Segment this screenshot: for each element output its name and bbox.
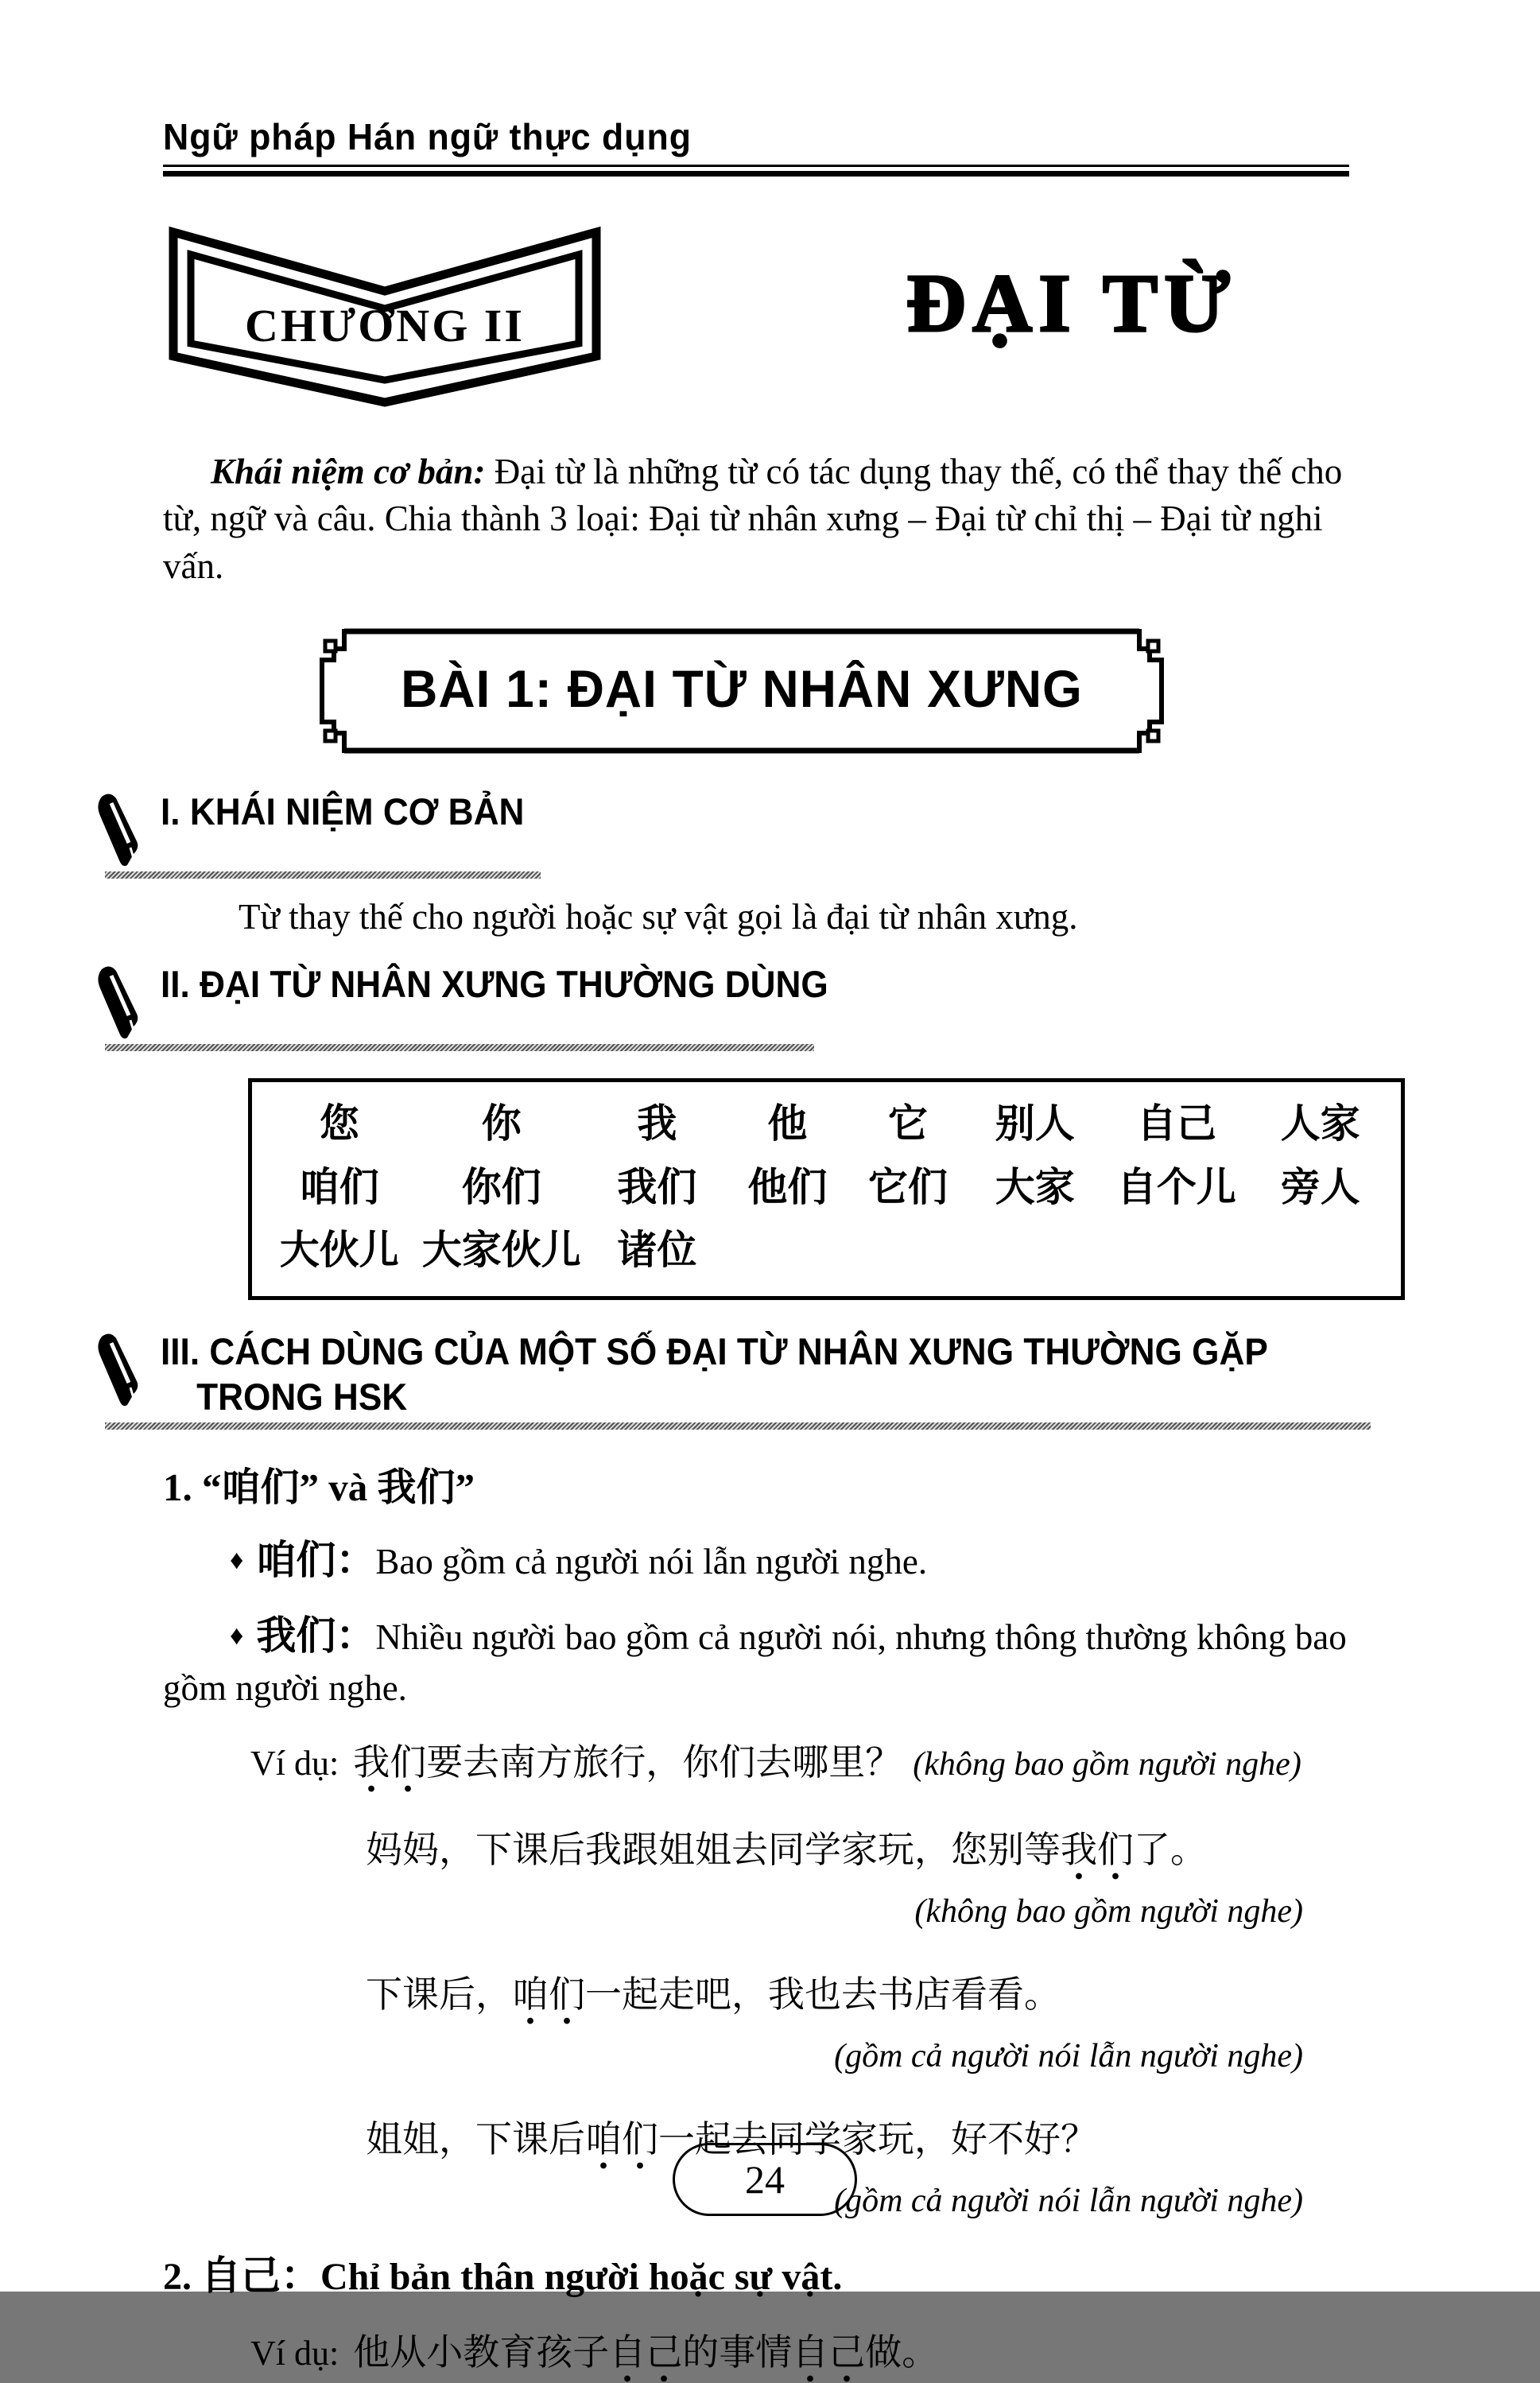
pronoun-cell: 他	[767, 1101, 808, 1147]
example-emphasized: 我们	[1061, 1830, 1134, 1880]
pronoun-cell: 人家	[1280, 1101, 1360, 1147]
section-1-heading: I. KHÁI NIỆM CƠ BẢN	[161, 790, 525, 833]
pronoun-cell: 我	[637, 1101, 677, 1147]
section-2-heading: II. ĐẠI TỪ NHÂN XƯNG THƯỜNG DÙNG	[161, 963, 828, 1006]
item-2-term: 自己	[201, 2253, 281, 2299]
pen-icon	[94, 1332, 145, 1408]
section-3-heading-row	[94, 1329, 1540, 1420]
chapter-row	[167, 223, 1540, 407]
intro-paragraph	[163, 448, 1385, 590]
lesson-banner-label: BÀI 1: ĐẠI TỪ NHÂN XƯNG	[401, 659, 1083, 719]
item-2-text: Chỉ bản thân người hoặc sự vật.	[320, 2256, 843, 2299]
lesson-banner	[318, 628, 1166, 754]
bullet-colon: ：	[336, 1538, 376, 1583]
example-text: 的事情	[682, 2332, 793, 2373]
pronoun-cell-empty	[968, 1228, 1103, 1274]
example-label: Ví dụ:	[250, 1744, 339, 1783]
pronoun-cell: 咱们	[299, 1164, 379, 1209]
example-emphasized: 我们	[353, 1742, 426, 1793]
example-note-line: (gồm cả người nói lẫn người nghe)	[834, 2038, 1303, 2075]
pronoun-cell: 它们	[867, 1164, 948, 1209]
pronoun-cell: 别人	[995, 1101, 1075, 1147]
pronoun-cell: 您	[319, 1101, 359, 1147]
example-text: 做。	[865, 2332, 939, 2373]
section-3-heading-line2: TRONG HSK	[196, 1376, 408, 1418]
example-note-line: (không bao gồm người nghe)	[914, 1893, 1303, 1931]
header-rule	[163, 165, 1349, 177]
bullet-term: 咱们	[256, 1538, 336, 1583]
example-line-1	[250, 1733, 1540, 1786]
section-2-heading-row	[94, 961, 1540, 1041]
example-emphasized: 咱们	[512, 1974, 585, 2025]
item-1-bullet-2	[163, 1609, 1389, 1713]
pronoun-cell-empty	[848, 1228, 968, 1274]
pen-icon	[94, 792, 145, 868]
example-text: 他从小教育孩子	[353, 2332, 610, 2373]
chapter-badge-label: CHƯƠNG II	[245, 300, 525, 351]
example-emphasized: 咱们	[585, 2119, 658, 2170]
section-3-heading	[161, 1329, 1268, 1420]
intro-text: Đại từ là những từ có tác dụng thay thế, có thể thay thế cho từ, ngữ và câu. Chia thành 3 loại: Đại từ nhân xưng – Đại từ chỉ thị – Đại từ nghi vấn.	[163, 452, 1343, 586]
pronoun-cell: 诸位	[617, 1228, 697, 1273]
example-note-line: (gồm cả người nói lẫn người nghe)	[834, 2183, 1303, 2220]
chapter-badge	[167, 223, 603, 407]
example-emphasized: 自己	[609, 2332, 682, 2383]
pronoun-cell: 你	[481, 1101, 522, 1147]
example-text: 一起去同学家玩，好不好？	[658, 2119, 1097, 2160]
section-3-underline	[105, 1422, 1371, 1430]
pronoun-table	[248, 1078, 1405, 1300]
example-text: 下课后，	[366, 1974, 512, 2016]
item-1-bullet-1	[163, 1533, 1389, 1588]
example-text: 了。	[1134, 1830, 1207, 1871]
section-3-heading-line1: III. CÁCH DÙNG CỦA MỘT SỐ ĐẠI TỪ NHÂN XƯNG THƯỜNG GẶP	[161, 1329, 1268, 1372]
bullet-colon: ：	[336, 1613, 376, 1659]
example-text: 姐姐，下课后	[366, 2119, 585, 2160]
pronoun-cell: 你们	[461, 1164, 541, 1209]
example-line-4	[366, 2110, 1540, 2163]
item-2-title	[163, 2244, 1540, 2301]
example-emphasized: 自己	[792, 2332, 865, 2383]
example-line-2	[366, 1821, 1540, 1873]
section-2-underline	[105, 1044, 814, 1051]
item-1-title: 1. “咱们” và 我们”	[163, 1465, 475, 1510]
pronoun-cell: 大家伙儿	[421, 1228, 581, 1273]
example-label: Ví dụ:	[250, 2334, 339, 2373]
pronoun-cell: 旁人	[1280, 1164, 1360, 1209]
intro-label: Khái niệm cơ bản:	[211, 452, 486, 491]
section-1-underline	[105, 871, 541, 879]
example-text: 要去南方旅行，你们去哪里？	[426, 1742, 902, 1783]
page-number: 24	[745, 2157, 785, 2202]
diamond-bullet-icon: ♦	[230, 1546, 244, 1576]
example-text: 妈妈，下课后我跟姐姐去同学家玩，您别等	[366, 1830, 1061, 1871]
section-1-body: Từ thay thế cho người hoặc sự vật gọi là đại từ nhân xưng.	[239, 897, 1078, 937]
diamond-bullet-icon: ♦	[230, 1621, 244, 1651]
page-number-badge	[673, 2143, 857, 2216]
pronoun-cell: 大伙儿	[279, 1228, 399, 1273]
item-2-colon: ：	[281, 2253, 320, 2299]
pronoun-cell-empty	[1251, 1228, 1390, 1274]
bullet-text: Nhiều người bao gồm cả người nói, nhưng thông thường không bao gồm người nghe.	[163, 1617, 1347, 1709]
item-2-example-line	[250, 2323, 1540, 2376]
bullet-text: Bao gồm cả người nói lẫn người nghe.	[375, 1542, 928, 1582]
pronoun-cell: 他们	[747, 1164, 828, 1209]
bullet-term: 我们	[256, 1613, 336, 1659]
pronoun-cell: 我们	[617, 1164, 697, 1209]
pronoun-cell: 自个儿	[1116, 1164, 1236, 1209]
chapter-title: ĐẠI TỪ	[906, 257, 1236, 349]
pronoun-cell-empty	[727, 1228, 848, 1274]
pen-icon	[94, 964, 145, 1041]
section-1-heading-row	[94, 789, 1540, 868]
pronoun-cell: 它	[887, 1101, 928, 1147]
example-note: (không bao gồm người nghe)	[913, 1746, 1301, 1783]
example-line-3	[366, 1966, 1540, 2018]
running-header-title: Ngữ pháp Hán ngữ thực dụng	[163, 116, 692, 157]
example-text: 一起走吧，我也去书店看看。	[585, 1974, 1061, 2016]
pronoun-cell-empty	[1103, 1228, 1251, 1274]
pronoun-cell: 大家	[995, 1164, 1075, 1209]
pronoun-cell: 自己	[1136, 1101, 1216, 1147]
item-2-number: 2.	[163, 2256, 192, 2299]
